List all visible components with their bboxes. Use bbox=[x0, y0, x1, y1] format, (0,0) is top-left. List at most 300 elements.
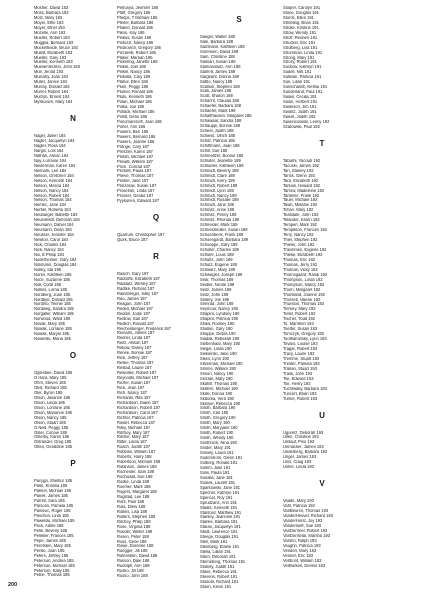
index-entry: Smith, Gregory 190 bbox=[200, 416, 236, 421]
index-entry: Tabarhi, Yacoub 192 bbox=[283, 158, 321, 163]
index-entry: Smith, Robert 190 bbox=[200, 431, 233, 436]
index-entry: Peters, Jeffrey 185 bbox=[34, 553, 69, 558]
index-entry: Nagel, Julien 184 bbox=[34, 134, 66, 139]
index-entry: Newton, Carol 184 bbox=[34, 238, 68, 243]
index-entry: Shuppe, Debra 190 bbox=[200, 332, 236, 337]
index-entry: Schiess, Ulrich 188 bbox=[200, 134, 236, 139]
index-entry: Salzmann, Kathleen 188 bbox=[200, 44, 245, 49]
index-entry: Schmitz, Rhonda 189 bbox=[200, 218, 240, 223]
index-entry: Stanford, Matthew 191 bbox=[200, 510, 242, 515]
index-entry: Venner, Eric 193 bbox=[283, 553, 314, 558]
index-entry: Underberg, Barbara 193 bbox=[283, 450, 328, 455]
index-entry: Riedel, Rebecca 187 bbox=[117, 420, 156, 425]
index-entry: Pinkus, Susan 186 bbox=[117, 35, 152, 40]
index-entry: Thompson, Linda 192 bbox=[283, 277, 323, 282]
index-entry: Richardson, Robert 187 bbox=[117, 405, 161, 410]
index-entry: Peterson, Michael 185 bbox=[34, 563, 75, 568]
index-entry: Stevens, Robert 191 bbox=[200, 574, 238, 579]
index-entry: Rekow, Danny 187 bbox=[117, 346, 152, 351]
index-entry: Rohr, Paul 188 bbox=[117, 499, 145, 504]
index-entry: Rola, Drew 188 bbox=[117, 504, 146, 509]
index-entry: Olson, Stuart 185 bbox=[34, 420, 66, 425]
index-entry: Stedt, Lawrence 191 bbox=[200, 530, 238, 535]
index-entry: Restad, Laurie 187 bbox=[117, 366, 152, 371]
index-entry: Nelson, Kenneth 184 bbox=[34, 178, 73, 183]
index-entry: Perski, Joan 185 bbox=[34, 548, 65, 553]
index-entry: Tarrow, Madeleine 192 bbox=[283, 188, 325, 193]
index-entry: Sunschandt, Alethia 191 bbox=[283, 85, 328, 90]
index-entry: Thorsland, Joanne 192 bbox=[283, 292, 325, 297]
index-entry: Thurston, Thomas 192 bbox=[283, 302, 325, 307]
index-entry: Rich, Nancy 187 bbox=[117, 390, 148, 395]
index-entry: Ruegger, Jill 188 bbox=[117, 549, 148, 554]
index-entry: Schilz, Patricia 188 bbox=[200, 139, 235, 144]
index-entry: Tauer, Michael 192 bbox=[283, 198, 318, 203]
index-entry: Prange, Cary 187 bbox=[117, 144, 150, 149]
index-entry: Moss, Barbara 193 bbox=[34, 10, 69, 15]
index-entry: Nowinski, Maria 185 bbox=[34, 337, 71, 342]
index-entry: Suckow, Kathryn 191 bbox=[283, 65, 322, 70]
index-entry: Oglesbee, David 185 bbox=[34, 371, 73, 376]
index-entry: Rasich, Gary 187 bbox=[117, 272, 149, 277]
index-entry: Radcliffe, Elizabeth 187 bbox=[117, 276, 160, 281]
index-entry: Redlow, Gail 187 bbox=[117, 316, 148, 321]
index-entry: Specher, Kathryn 191 bbox=[200, 490, 240, 495]
index-entry: Solberg, Ronald 191 bbox=[200, 460, 238, 465]
index-entry: Mueller, Kenneth 183 bbox=[34, 60, 73, 65]
index-entry: Solis, Paula 191 bbox=[200, 470, 230, 475]
index-entry: Smith, Mary 190 bbox=[200, 421, 230, 426]
index-entry: Resl, Jeffrey 187 bbox=[117, 356, 148, 361]
index-entry: Vaughn, Patricia 193 bbox=[283, 543, 321, 548]
index-entry: Thomas, Vicky 192 bbox=[283, 267, 318, 272]
index-entry: Nix, E Philip 184 bbox=[34, 252, 65, 257]
index-entry: Steinberg, Elaine 191 bbox=[200, 545, 240, 550]
index-entry: Schneidmuller, Susan 189 bbox=[200, 228, 248, 233]
index-entry: VanBeuren, Thomas 193 bbox=[283, 509, 329, 514]
index-entry: Skillern, Michael 190 bbox=[200, 386, 238, 391]
index-entry: Toetter, Susan 193 bbox=[283, 327, 318, 332]
index-entry: Rose, Virginia 188 bbox=[117, 524, 151, 529]
index-entry: Powers, Joanne 186 bbox=[117, 139, 155, 144]
index-entry: Schmidt, Lynn 189 bbox=[200, 188, 234, 193]
index-entry: VerBurkee, Dennis 193 bbox=[283, 563, 326, 568]
section-letter: U bbox=[319, 410, 325, 420]
index-entry: Verlbont, William 193 bbox=[283, 558, 322, 563]
index-entry: Petrunya, Jennifer 186 bbox=[117, 6, 159, 10]
index-entry: Pinkolla, Cary 186 bbox=[117, 75, 151, 80]
index-entry: Sargeant, Donna 188 bbox=[200, 74, 239, 79]
index-entry: Prieve, Thomas 187 bbox=[117, 174, 154, 179]
index-entry: Radtke, Richard 187 bbox=[117, 286, 155, 291]
index-entry: Skille, Donna 190 bbox=[200, 391, 233, 396]
index-entry: Murray, Donald 184 bbox=[34, 85, 70, 90]
page-number: 200 bbox=[8, 582, 18, 588]
index-entry: Osterby, Karen 185 bbox=[34, 435, 70, 440]
index-entry: Smith, Carl 190 bbox=[200, 411, 229, 416]
index-entry: Seitz, John 189 bbox=[200, 292, 229, 297]
index-entry: Stoen, Kevin 191 bbox=[200, 584, 232, 589]
index-entry: Novak, Mary 185 bbox=[34, 322, 65, 327]
index-entry: Sorensen, David 188 bbox=[200, 49, 239, 54]
index-entry: Rosen, Peter 188 bbox=[117, 534, 149, 539]
index-entry: Sun, Lilian 191 bbox=[283, 80, 311, 85]
index-entry: Thorn, Margaret 192 bbox=[283, 287, 321, 292]
index-entry: Strolf, Reuben 191 bbox=[283, 35, 318, 40]
index-entry: Pirokovich, Gregory 186 bbox=[117, 45, 161, 50]
index-entry: Ohm, Steven 185 bbox=[34, 381, 66, 385]
index-entry: Parrell, Sara 185 bbox=[34, 499, 65, 504]
index-entry: Pintozzi, Nancy 186 bbox=[117, 40, 154, 45]
index-entry: Schmidt, Jane 189 bbox=[200, 203, 234, 208]
index-entry: Smith, Wendy 190 bbox=[200, 436, 234, 441]
index-entry: Strow, Wendy 191 bbox=[283, 30, 317, 35]
index-column-1 bbox=[34, 6, 112, 578]
index-entry: Turner, Robert 193 bbox=[283, 396, 318, 401]
index-entry: Strong, Mary 191 bbox=[283, 55, 315, 60]
index-entry: Nolimann, Douglas 184 bbox=[34, 262, 77, 267]
index-entry: Soulek, Laurell 191 bbox=[200, 480, 236, 485]
index-entry: Thiemmes, Eugene 192 bbox=[283, 247, 327, 252]
index-entry: Robertson, Michael 188 bbox=[117, 460, 161, 465]
index-entry: Thieke, Elizabeth 192 bbox=[283, 252, 323, 257]
section-letter: N bbox=[70, 114, 76, 124]
section-letter: P bbox=[70, 459, 76, 469]
index-entry: Siekierski, Jane 190 bbox=[200, 352, 237, 356]
index-entry: Telander, Karen 192 bbox=[283, 218, 320, 223]
index-entry: Sattlo, Nancy 188 bbox=[200, 79, 233, 84]
index-entry: Phelps, T Michael 186 bbox=[117, 15, 158, 20]
index-entry: Rogstad, Lee 188 bbox=[117, 494, 150, 499]
index-entry: Skibicka, Vera 190 bbox=[200, 396, 234, 401]
index-entry: Tse, Henry 193 bbox=[283, 381, 311, 386]
index-entry: Sale, Barbara 188 bbox=[200, 39, 233, 44]
index-entry: Nargis, Lois 184 bbox=[34, 148, 64, 153]
index-entry: Shaw, Rodney 190 bbox=[200, 322, 235, 327]
index-entry: Reske, Thomas 187 bbox=[117, 361, 154, 366]
index-entry: Noce, Suzanne 185 bbox=[34, 277, 70, 282]
index-entry: Sonalla, Jane 191 bbox=[200, 475, 233, 480]
index-entry: Parsons, Pamela 185 bbox=[34, 504, 74, 509]
index-entry: Powers, Bernard 186 bbox=[117, 134, 156, 139]
index-entry: Nick, Nancy 184 bbox=[34, 247, 64, 252]
index-entry: Riley, Michael 187 bbox=[117, 425, 151, 430]
index-entry: Stokely, Judith 191 bbox=[200, 564, 235, 569]
index-entry: Siadak, Rebekah 190 bbox=[200, 337, 240, 342]
index-entry: Murzyn, Ernest 184 bbox=[34, 95, 70, 100]
index-entry: Robinson, James 188 bbox=[117, 465, 157, 470]
index-entry: Plum, Peggy 186 bbox=[117, 85, 149, 90]
index-entry: Schloter, Jeanette 189 bbox=[200, 158, 241, 163]
index-entry: Sellery, Joe 189 bbox=[200, 297, 230, 302]
index-entry: Nolley, Ida 195 bbox=[34, 267, 62, 272]
index-entry: Rutenstein, David 188 bbox=[117, 554, 158, 559]
index-entry: Tse, Edward 193 bbox=[283, 376, 314, 381]
index-column-3 bbox=[200, 6, 278, 590]
index-entry: Nick, Charles 184 bbox=[34, 243, 67, 248]
index-entry: Varsho, Ralph 193 bbox=[283, 538, 317, 543]
index-entry: Prinzelow, Susan 187 bbox=[117, 184, 157, 189]
index-entry: Nagler, Rosa 184 bbox=[34, 143, 66, 148]
index-entry: Otten, Geraldine 185 bbox=[34, 445, 73, 450]
index-entry: Muckelheide, Bruce 193 bbox=[34, 45, 78, 50]
index-entry: Schmidt, Robert 189 bbox=[200, 183, 238, 188]
index-entry: Nowak, Lorraine 185 bbox=[34, 327, 72, 332]
index-entry: Ullen, Christine 193 bbox=[283, 435, 319, 440]
index-entry: Schauppi, Bonnie 188 bbox=[200, 124, 241, 129]
index-entry: Peck, Adele 185 bbox=[34, 523, 64, 528]
index-entry: Neumann, Dean 184 bbox=[34, 228, 72, 233]
index-entry: Ritchey, Mary 187 bbox=[117, 430, 150, 435]
index-entry: Trask, John 193 bbox=[283, 371, 313, 376]
index-entry: Mulett, Elizabeth 183 bbox=[34, 50, 73, 55]
index-entry: Sparkowski, Jane 191 bbox=[200, 485, 241, 490]
index-entry: Nelson, Gretchen 184 bbox=[34, 173, 74, 178]
index-entry: Mueller, Gary 193 bbox=[34, 55, 67, 60]
index-entry: Plahor, Ellen 186 bbox=[117, 80, 148, 85]
index-entry: Pinkel, Nancy 186 bbox=[117, 70, 150, 75]
index-entry: Vahl, Patricia 193 bbox=[283, 504, 315, 509]
index-entry: Sear, Thomas 189 bbox=[200, 277, 234, 282]
index-entry: Tawn, Melanie 192 bbox=[283, 203, 318, 208]
index-entry: Tracy, Laurie 193 bbox=[283, 352, 315, 356]
index-entry: Roberts, Harry 188 bbox=[117, 455, 152, 460]
index-entry: Shapiro, Patricia 190 bbox=[200, 317, 239, 322]
index-entry: Olson, Julianne 185 bbox=[34, 395, 71, 400]
index-entry: Scali, James 188 bbox=[200, 89, 232, 94]
index-entry: Prelah, Michael 187 bbox=[117, 154, 154, 159]
index-entry: Norgaller, William 185 bbox=[34, 312, 74, 317]
index-entry: Swieciciowski, Lenny 192 bbox=[283, 119, 330, 124]
index-column-2 bbox=[117, 6, 195, 579]
index-entry: Peretsten, Mary 185 bbox=[34, 543, 71, 548]
index-entry: Scholler, Charles 189 bbox=[200, 247, 239, 252]
index-entry: Temperl, Mark 192 bbox=[283, 223, 317, 228]
index-entry: Mozelle, Ann 193 bbox=[34, 30, 66, 35]
index-entry: Schwegler, Joseph 189 bbox=[200, 272, 243, 277]
index-entry: Noderheimer, Gary 184 bbox=[34, 257, 77, 262]
index-entry: Pluto, Kenneth 186 bbox=[117, 95, 152, 100]
index-entry: O Hara, Mary 185 bbox=[34, 376, 67, 381]
index-entry: Rice, Jean 187 bbox=[117, 385, 145, 390]
index-entry: Tomczyk, Gregory 193 bbox=[283, 332, 324, 337]
index-entry: Richardson, Carol 187 bbox=[117, 410, 158, 415]
index-entry: Muller, Janice 184 bbox=[34, 80, 67, 85]
index-entry: Steege, Douglas 191 bbox=[200, 535, 239, 540]
index-entry: Schneider, Mark 189 bbox=[200, 223, 238, 228]
index-entry: Powers, Ben 186 bbox=[117, 129, 149, 134]
index-entry: Pikon, Kay 186 bbox=[117, 30, 145, 35]
index-entry: Redlich, Ronald 187 bbox=[117, 321, 154, 326]
section-letter: Q bbox=[152, 213, 160, 223]
index-entry: Simon, Nancy 190 bbox=[200, 371, 234, 376]
index-entry: Mugglia, Bernard 183 bbox=[34, 40, 74, 45]
index-entry: Sterneberg, Thomas 191 bbox=[200, 560, 246, 565]
index-entry: Reinarts, James 187 bbox=[117, 331, 155, 336]
section-letter: S bbox=[236, 15, 242, 24]
index-entry: Stave, Rebecca 191 bbox=[200, 569, 237, 574]
index-entry: Richter, Patricia 187 bbox=[117, 415, 154, 420]
index-entry: Rezler, Susan 187 bbox=[117, 381, 151, 385]
index-entry: Scheel, Judith 188 bbox=[200, 129, 234, 134]
index-entry: Strozy, Robert 191 bbox=[283, 60, 317, 65]
index-entry: Schmitz, Penny 189 bbox=[200, 213, 237, 218]
index-entry: Pyykonen, Edward 187 bbox=[117, 199, 160, 204]
index-entry: Sweet, Judith 192 bbox=[283, 114, 316, 119]
index-entry: Murrel, Robert 184 bbox=[34, 90, 69, 95]
index-entry: Reynolds, Michael 187 bbox=[117, 376, 159, 381]
index-entry: Rochester, Sam 188 bbox=[117, 470, 155, 475]
index-entry: Seidler, Nicole 189 bbox=[200, 282, 235, 287]
index-entry: VanDonselar, Marsha 193 bbox=[283, 533, 331, 538]
index-entry: Schawaar, Sandra 188 bbox=[200, 119, 242, 124]
index-entry: Raddatz, Wesley 187 bbox=[117, 281, 156, 286]
index-entry: Sinclair, Mary 190 bbox=[200, 376, 233, 381]
index-entry: Rollers, Stephen 188 bbox=[117, 514, 156, 519]
index-entry: Ritchey, Philip 188 bbox=[117, 519, 151, 524]
index-entry: Palm, Kristina 185 bbox=[34, 484, 68, 489]
index-entry: Paschen, Lindi 185 bbox=[34, 514, 69, 519]
index-entry: Roeder, Walter 188 bbox=[117, 529, 153, 534]
index-entry: Schlueter, Kathleen 189 bbox=[200, 163, 244, 168]
index-entry: Stanley, Jeannine 191 bbox=[200, 515, 241, 520]
index-entry: Prosser, Gerald 187 bbox=[117, 194, 154, 199]
index-entry: Olson, Marianne 185 bbox=[34, 410, 73, 415]
index-entry: Moyer, Effie 193 bbox=[34, 20, 64, 25]
index-entry: Schmidt, Nancy 189 bbox=[200, 193, 237, 198]
index-entry: Plaker, Marrian 186 bbox=[117, 55, 153, 60]
section-letter: V bbox=[319, 479, 325, 489]
index-entry: Roach, Judith 187 bbox=[117, 445, 150, 450]
index-entry: Strolberg, Lisa 191 bbox=[283, 45, 318, 50]
index-entry: Olson, Linda 185 bbox=[34, 400, 65, 405]
index-entry: Olson, Lorraine 185 bbox=[34, 405, 70, 410]
section-letter: R bbox=[153, 252, 159, 262]
index-entry: Noll, Coral 185 bbox=[34, 282, 62, 287]
index-entry: Neusser, Jennifer 184 bbox=[34, 233, 74, 238]
index-entry: Schoeppe, Gary 189 bbox=[200, 243, 238, 248]
index-entry: Phalen, Donald 186 bbox=[117, 25, 153, 30]
index-entry: Rewoske, Robert 187 bbox=[117, 371, 157, 376]
index-entry: Solem, Julie 191 bbox=[200, 465, 231, 470]
index-entry: Rao, James 187 bbox=[117, 296, 147, 301]
index-entry: Nelson, Marcia 184 bbox=[34, 183, 70, 188]
index-entry: Pfeifer, Barbara 186 bbox=[117, 20, 154, 25]
index-entry: Rulison, Dale 188 bbox=[117, 559, 150, 564]
index-entry: Rollins, Lisa 188 bbox=[117, 509, 148, 514]
index-entry: Muesenfechter, John 183 bbox=[34, 65, 80, 70]
index-entry: Pawelski, Michael 185 bbox=[34, 518, 75, 523]
index-entry: Thorsell, Valerie 192 bbox=[283, 297, 321, 302]
index-entry: Vaade, Mary 193 bbox=[283, 499, 314, 504]
index-entry: Nemec, Jane 184 bbox=[34, 203, 67, 208]
index-entry: Steil, Mark 191 bbox=[200, 540, 228, 545]
index-entry: Stern, Deborah 191 bbox=[200, 555, 236, 560]
index-entry: Neiderman, Karen 184 bbox=[34, 163, 76, 168]
index-entry: Staran, Jacquelyn 191 bbox=[200, 525, 241, 530]
index-entry: Stroke, Kristine 191 bbox=[283, 25, 319, 30]
index-entry: Tuncert, Brian 193 bbox=[283, 391, 317, 396]
index-entry: Umlauf, Piso 193 bbox=[283, 440, 315, 445]
index-entry: Stella, Lillian 191 bbox=[200, 550, 231, 555]
index-entry: Strebling, Brian 191 bbox=[283, 20, 319, 25]
index-entry: Saeger, Walter 188 bbox=[200, 35, 235, 39]
index-entry: Schill, Sue 188 bbox=[200, 148, 228, 153]
index-entry: Rudolph, Ann 188 bbox=[117, 564, 150, 569]
index-entry: Stanke, Barbara 191 bbox=[200, 520, 238, 525]
index-entry: Schaffhausen, Margaret 188 bbox=[200, 114, 252, 119]
index-entry: Teasdale, John 192 bbox=[283, 213, 319, 218]
index-entry: Reitz, Allison 187 bbox=[117, 341, 149, 346]
index-entry: Pepe, James 185 bbox=[34, 538, 66, 543]
index-entry: Schmidt, Clare 189 bbox=[200, 173, 235, 178]
index-entry: Swartz, Judith 191 bbox=[283, 110, 317, 115]
index-entry: Okst, Richard 185 bbox=[34, 385, 67, 390]
index-entry: Palmer, Michael 185 bbox=[34, 489, 72, 494]
index-entry: Muir, Jerold 193 bbox=[34, 70, 64, 75]
index-entry: Rowe, Dorenne 188 bbox=[117, 544, 154, 549]
index-entry: Reddin, Jodie 187 bbox=[117, 311, 151, 316]
index-entry: VanDerVeer, Robert 193 bbox=[283, 528, 328, 533]
index-entry: Smith, Maryjane 190 bbox=[200, 426, 238, 431]
index-entry: Rogers, Margaret 188 bbox=[117, 489, 157, 494]
index-entry: Motz, Mary 183 bbox=[34, 15, 63, 20]
index-entry: Ritter, Linda 187 bbox=[117, 440, 147, 445]
index-entry: Robbins, William 187 bbox=[117, 450, 156, 455]
index-entry: Rusko, Jill 188 bbox=[117, 569, 144, 574]
index-entry: Schmidt, Kerry 189 bbox=[200, 178, 235, 183]
index-entry: Terry, Nancy 192 bbox=[283, 233, 314, 238]
index-entry: Nordmo, Tennie 185 bbox=[34, 302, 71, 307]
section-letter: O bbox=[69, 351, 77, 361]
index-entry: Tara, Elizabeth 192 bbox=[283, 178, 319, 183]
index-entry: Schacht, Claudia 188 bbox=[200, 99, 239, 104]
index-entry: Sprudzans, Ann 191 bbox=[200, 500, 237, 505]
index-entry: Shapiro, Lyndsey 190 bbox=[200, 312, 240, 317]
index-entry: Storck, Ellen 191 bbox=[283, 15, 314, 20]
index-entry: Shulkin, Gary 190 bbox=[200, 327, 233, 332]
index-entry: Moyer, Ethel 193 bbox=[34, 25, 65, 30]
index-entry: Trester, Pamela 193 bbox=[283, 361, 320, 366]
index-entry: Reimer, Linda 187 bbox=[117, 336, 151, 341]
index-entry: Stolper, Carolyn 191 bbox=[283, 6, 321, 10]
index-entry: Tischer, Todd 192 bbox=[283, 317, 316, 322]
index-entry: Schmitz, Anne 189 bbox=[200, 208, 235, 213]
index-entry: VanderHeuvel, Richard 193 bbox=[283, 514, 333, 519]
index-entry: VanderHorst, Joy 193 bbox=[283, 518, 323, 523]
index-entry: Richardson, Diane 187 bbox=[117, 400, 159, 405]
index-entry: Schaefer, Barbara 188 bbox=[200, 104, 241, 109]
index-entry: Mulcahy, Joan 184 bbox=[34, 75, 69, 80]
index-entry: Neimark, Lee 184 bbox=[34, 168, 67, 173]
index-entry: Quirk, Bruce 187 bbox=[117, 238, 148, 243]
index-entry: Schwarz, Mary 189 bbox=[200, 267, 236, 272]
index-entry: Skinner, Rebecca 190 bbox=[200, 401, 241, 406]
index-entry: Szatowski, Paul 192 bbox=[283, 124, 320, 129]
index-entry: Nelson, Thomas 184 bbox=[34, 198, 72, 203]
index-entry: Porter, Ann 186 bbox=[117, 124, 146, 129]
section-letter: T bbox=[319, 138, 325, 148]
index-entry: Pacyga, Shelbor 185 bbox=[34, 479, 73, 484]
index-entry: Roemer, Mark 188 bbox=[117, 485, 151, 490]
index-entry: Venden, Mary 193 bbox=[283, 548, 317, 553]
index-entry: Quarrum, Christopher 187 bbox=[117, 233, 165, 238]
index-entry: Polan, Michael 186 bbox=[117, 100, 152, 105]
index-entry: Nathan, Alison 184 bbox=[34, 153, 69, 158]
index-entry: Ritchie, Mary 187 bbox=[117, 435, 149, 440]
index-entry: Rodke, Linda 188 bbox=[117, 480, 150, 485]
index-entry: Thomas, Jerry 192 bbox=[283, 262, 318, 267]
